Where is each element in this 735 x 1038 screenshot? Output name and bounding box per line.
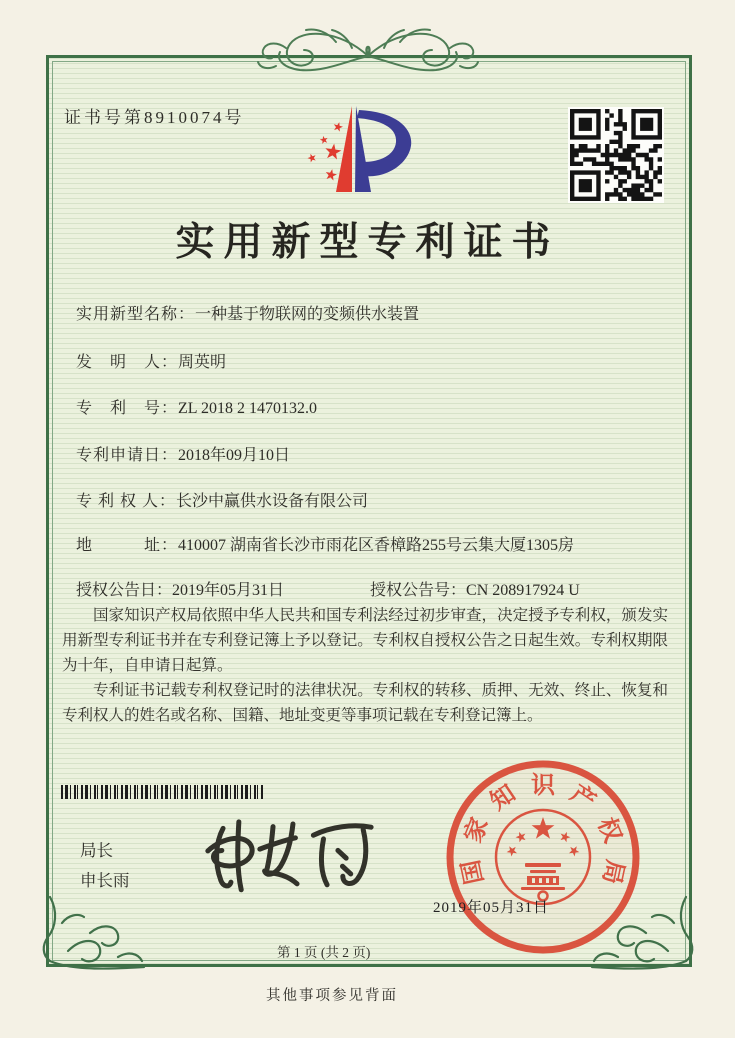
certificate-number: 证书号第8910074号 xyxy=(64,108,245,127)
field-label: 发 明 人： xyxy=(76,354,179,371)
field-row-patent-no xyxy=(76,395,676,418)
svg-text:产: 产 xyxy=(565,780,600,816)
field-label: 专 利 号： xyxy=(76,400,179,417)
grant-date-value: 2019年05月31日 xyxy=(172,582,285,599)
page-number: 第 1 页 (共 2 页) xyxy=(277,945,371,960)
field-value: 长沙中赢供水设备有限公司 xyxy=(176,493,369,510)
svg-text:识: 识 xyxy=(531,773,555,799)
field-value: ZL 2018 2 1470132.0 xyxy=(178,400,317,417)
svg-text:权: 权 xyxy=(592,814,626,847)
svg-text:国: 国 xyxy=(458,857,489,887)
signer-name: 申长雨 xyxy=(80,871,130,890)
field-row-address xyxy=(76,532,676,555)
field-row-patentee xyxy=(76,488,676,511)
field-row-filing-date xyxy=(76,442,676,465)
grant-no-label: 授权公告号： xyxy=(370,582,467,599)
field-value: 周英明 xyxy=(178,354,227,371)
legal-paragraph-1: 国家知识产权局依照中华人民共和国专利法经过初步审查，决定授予专利权，颁发实用新型专利证书并在专利登记簿上予以登记。专利权自授权公告之日起生效。专利权期限为十年，自申请日起算。 xyxy=(62,607,668,674)
signature-icon xyxy=(196,814,388,896)
bottom-left-flourish-icon xyxy=(38,893,148,975)
grant-no-value: CN 208917924 U xyxy=(466,582,580,599)
field-value: 2018年09月10日 xyxy=(178,447,291,464)
seal-date: 2019年05月31日 xyxy=(433,900,550,916)
field-row-inventor xyxy=(76,349,676,372)
svg-text:知: 知 xyxy=(486,780,521,816)
svg-text:家: 家 xyxy=(460,814,494,847)
grant-no-pair xyxy=(370,577,580,600)
barcode-icon xyxy=(61,785,263,799)
grant-date-label: 授权公告日： xyxy=(76,582,173,599)
field-label: 专 利 权 人： xyxy=(76,493,177,510)
field-value: 一种基于物联网的变频供水装置 xyxy=(195,306,420,323)
signer-title: 局长 xyxy=(80,841,113,860)
certificate-title: 实用新型专利证书 xyxy=(175,221,560,264)
official-seal-icon xyxy=(443,757,643,957)
field-row-grant xyxy=(76,577,676,600)
legal-text-block xyxy=(62,603,668,728)
field-label: 专利申请日： xyxy=(76,447,179,464)
field-label: 地 址： xyxy=(76,537,179,554)
svg-text:局: 局 xyxy=(597,857,628,887)
cnipa-logo-icon xyxy=(292,96,440,198)
top-ornament-icon xyxy=(238,18,498,80)
field-value: 410007 湖南省长沙市雨花区香樟路255号云集大厦1305房 xyxy=(178,537,575,554)
legal-paragraph-2: 专利证书记载专利权登记时的法律状况。专利权的转移、质押、无效、终止、恢复和专利权人的姓名或名称、国籍、地址变更等事项记载在专利登记簿上。 xyxy=(62,682,668,724)
field-label: 实用新型名称： xyxy=(76,306,196,323)
qr-code-icon xyxy=(568,107,664,203)
signer-block xyxy=(80,836,130,896)
back-note: 其他事项参见背面 xyxy=(266,988,398,1004)
field-row-name xyxy=(76,301,676,324)
